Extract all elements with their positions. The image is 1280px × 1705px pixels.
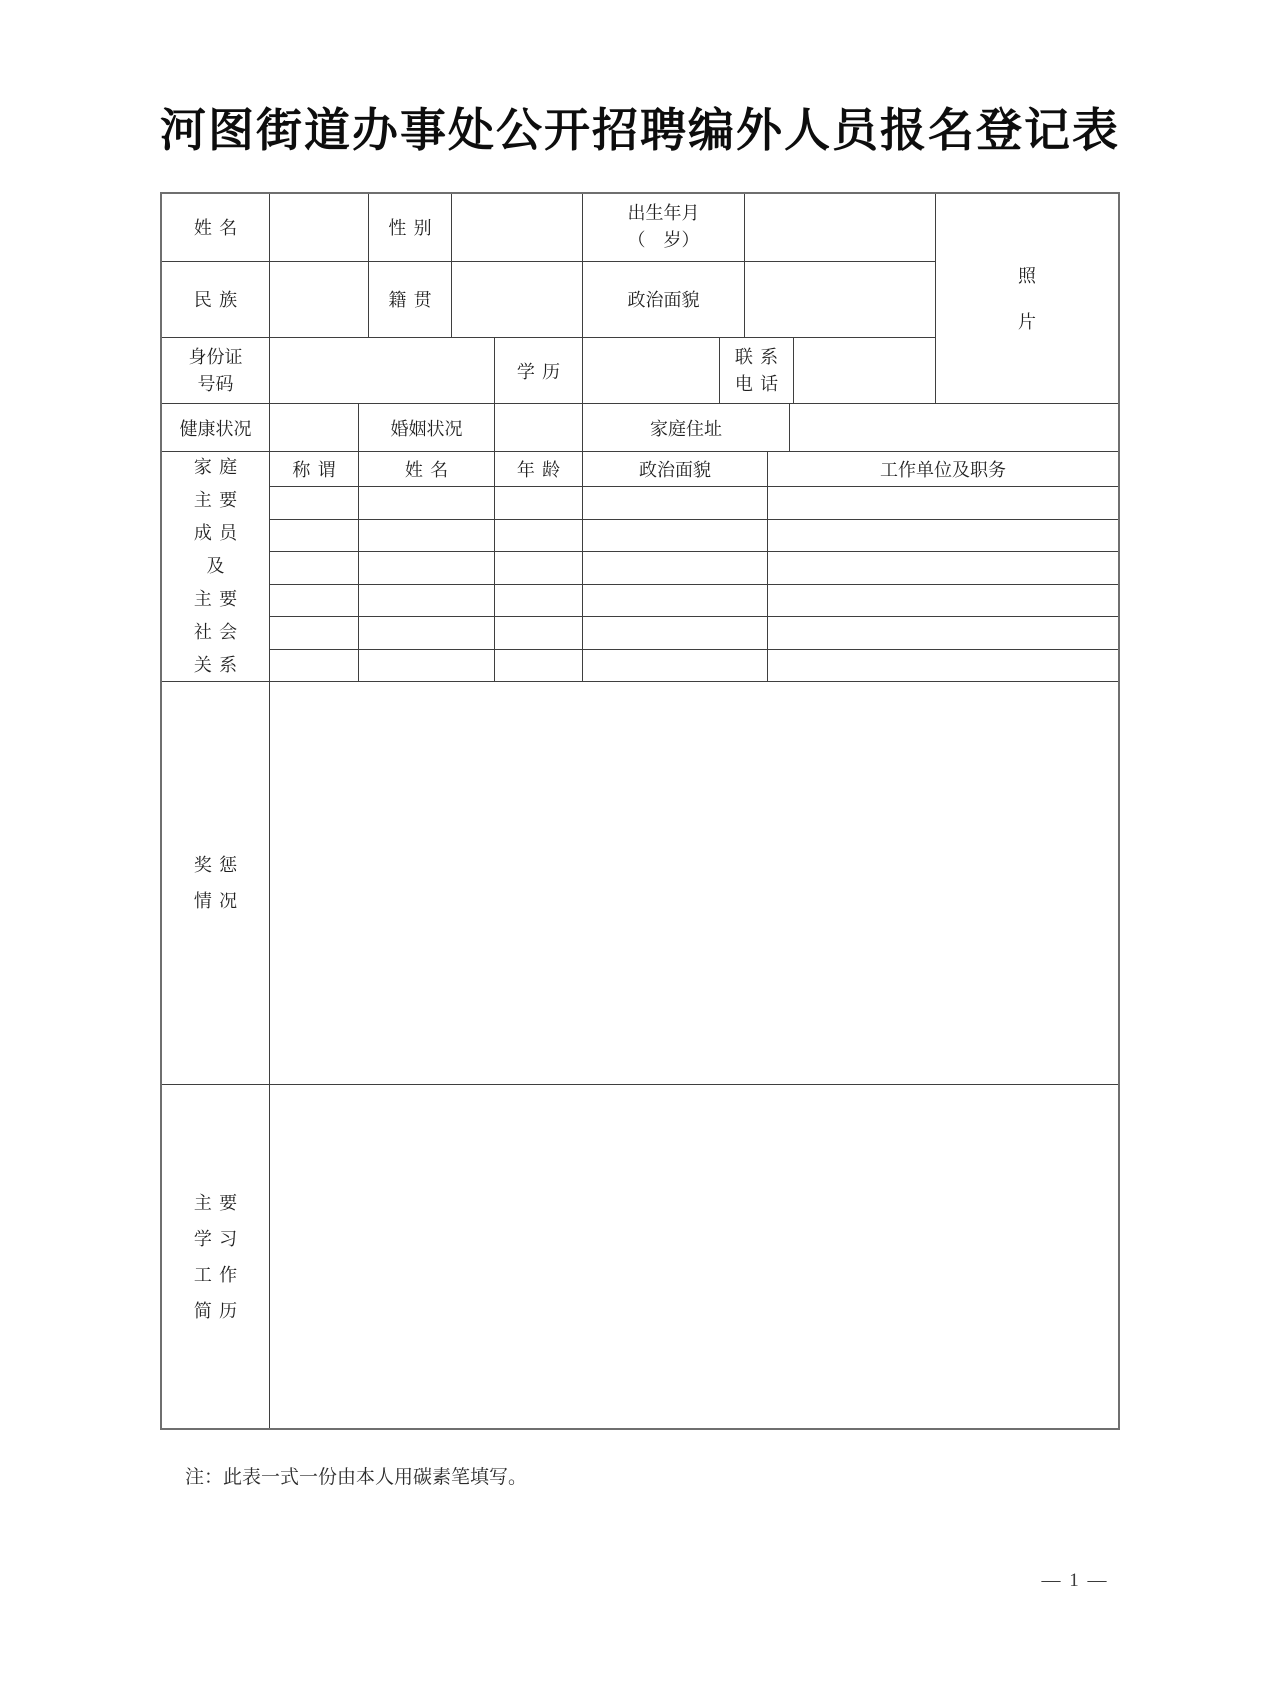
family-member-cell: [768, 552, 1118, 584]
family-label-line: 社会: [193, 622, 245, 642]
registration-form-table: [160, 192, 1120, 1430]
family-member-cell: [359, 650, 495, 682]
family-member-cell: [359, 585, 495, 617]
family-member-cell: [768, 585, 1118, 617]
photo-label-line1: 照: [1018, 265, 1036, 286]
family-label-line: 及: [206, 556, 232, 576]
id-number-label-cell: [162, 338, 270, 403]
gender-label-cell: [369, 194, 452, 261]
family-member-row: [270, 617, 1118, 650]
birth-label-line1: 出生年月: [627, 203, 700, 224]
native-place-label: 籍贯: [388, 290, 439, 311]
family-member-cell: [359, 552, 495, 584]
top-section: [162, 194, 1118, 404]
family-member-cell: [583, 617, 768, 649]
education-label: 学历: [516, 361, 568, 382]
family-empty-rows: [270, 487, 1118, 681]
id-number-label-line2: 号码: [197, 373, 234, 394]
resume-section-label: [162, 1085, 270, 1428]
family-label-line: 主要: [193, 490, 245, 510]
native-place-value-cell: [452, 262, 583, 338]
rewards-label-line: 情况: [193, 891, 245, 911]
family-member-cell: [495, 585, 583, 617]
ethnicity-label-cell: [162, 262, 270, 338]
family-member-cell: [495, 552, 583, 584]
family-member-cell: [270, 487, 359, 519]
family-header-political-label: 政治面貌: [639, 460, 711, 480]
family-label-line: 家庭: [193, 457, 245, 477]
family-label-line: 主要: [193, 589, 245, 609]
row-id-education-phone: [162, 338, 935, 403]
id-number-value-cell: [270, 338, 495, 403]
resume-content-area: [270, 1085, 1118, 1428]
family-member-cell: [495, 520, 583, 552]
resume-label-line: 工作: [193, 1264, 245, 1285]
family-member-row: [270, 585, 1118, 618]
family-header-workunit: [768, 452, 1118, 486]
birth-label-line2: （ 岁）: [627, 230, 700, 251]
resume-label-line: 简历: [193, 1300, 245, 1321]
marital-value-cell: [495, 404, 583, 451]
family-header-age-label: 年龄: [516, 460, 568, 480]
family-member-row: [270, 487, 1118, 520]
rewards-section: [162, 682, 1118, 1085]
political-status-value-cell: [745, 262, 935, 338]
family-header-political: [583, 452, 768, 486]
resume-label-line: 学习: [193, 1228, 245, 1249]
family-header-row: [270, 452, 1118, 487]
family-member-cell: [768, 487, 1118, 519]
family-member-cell: [359, 617, 495, 649]
birth-value-cell: [745, 194, 935, 261]
contact-phone-label-line1: 联系: [734, 346, 786, 367]
gender-value-cell: [452, 194, 583, 261]
political-status-label: 政治面貌: [627, 290, 700, 311]
education-value-cell: [583, 338, 720, 403]
row-ethnicity-native-political: [162, 262, 935, 339]
rewards-content-area: [270, 682, 1118, 1084]
marital-label: 婚姻状况: [390, 418, 463, 439]
family-label-line: 成员: [193, 523, 245, 543]
contact-phone-label-line2: 电话: [734, 373, 786, 394]
birth-label-cell: [583, 194, 745, 261]
family-member-cell: [495, 617, 583, 649]
marital-label-cell: [359, 404, 495, 451]
page-number: — 1 —: [1041, 1570, 1109, 1591]
row-name-gender-birth: [162, 194, 935, 262]
family-member-cell: [768, 520, 1118, 552]
family-members-section: [162, 452, 1118, 682]
education-label-cell: [495, 338, 583, 403]
family-header-name: [359, 452, 495, 486]
family-members-grid: [270, 452, 1118, 681]
family-section-label: [162, 452, 270, 681]
political-status-label-cell: [583, 262, 745, 338]
name-label-cell: [162, 194, 270, 261]
family-member-cell: [583, 650, 768, 682]
photo-label-line2: 片: [1018, 311, 1036, 332]
form-title: 河图街道办事处公开招聘编外人员报名登记表: [160, 105, 1120, 156]
family-member-cell: [270, 650, 359, 682]
family-member-cell: [583, 520, 768, 552]
ethnicity-value-cell: [270, 262, 369, 338]
family-member-cell: [768, 650, 1118, 682]
family-header-workunit-label: 工作单位及职务: [880, 460, 1006, 480]
name-value-cell: [270, 194, 369, 261]
resume-label-line: 主要: [193, 1192, 245, 1213]
address-value-cell: [790, 404, 1118, 451]
health-label: 健康状况: [179, 418, 252, 439]
name-label: 姓名: [193, 218, 245, 239]
family-member-cell: [359, 487, 495, 519]
family-member-cell: [359, 520, 495, 552]
family-member-cell: [270, 617, 359, 649]
native-place-label-cell: [369, 262, 452, 338]
row-health-marital-address: [162, 404, 1118, 452]
family-member-cell: [270, 552, 359, 584]
health-value-cell: [270, 404, 359, 451]
photo-placeholder-cell: [935, 194, 1118, 403]
footer-note: 注：此表一式一份由本人用碳素笔填写。: [185, 1467, 528, 1488]
rewards-section-label: [162, 682, 270, 1084]
rewards-label-line: 奖惩: [193, 855, 245, 875]
family-member-cell: [495, 650, 583, 682]
id-number-label-line1: 身份证: [188, 346, 243, 367]
family-member-row: [270, 650, 1118, 682]
family-member-cell: [270, 585, 359, 617]
family-member-cell: [583, 585, 768, 617]
family-member-cell: [768, 617, 1118, 649]
top-left-grid: [162, 194, 935, 403]
family-member-row: [270, 552, 1118, 585]
family-header-age: [495, 452, 583, 486]
ethnicity-label: 民族: [193, 290, 245, 311]
family-member-cell: [583, 552, 768, 584]
contact-phone-value-cell: [794, 338, 935, 403]
family-label-line: 关系: [193, 655, 245, 675]
family-header-relation: [270, 452, 359, 486]
family-header-name-label: 姓名: [404, 460, 456, 480]
family-member-row: [270, 520, 1118, 553]
address-label-cell: [583, 404, 790, 451]
health-label-cell: [162, 404, 270, 451]
family-member-cell: [270, 520, 359, 552]
address-label: 家庭住址: [650, 418, 722, 439]
family-header-relation-label: 称谓: [292, 460, 343, 480]
family-member-cell: [495, 487, 583, 519]
contact-phone-label-cell: [720, 338, 794, 403]
family-member-cell: [583, 487, 768, 519]
gender-label: 性别: [388, 218, 439, 239]
resume-section: [162, 1085, 1118, 1428]
